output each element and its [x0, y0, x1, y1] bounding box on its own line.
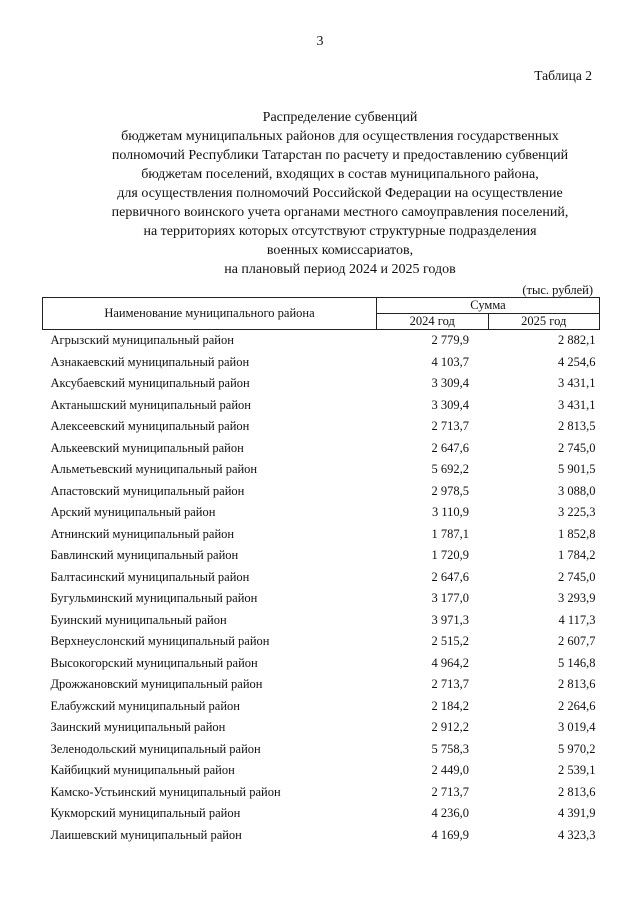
district-name-cell: Лаишевский муниципальный район [50, 827, 242, 842]
value-2025-cell: 1 852,8 [558, 526, 596, 541]
value-2025-cell: 3 431,1 [558, 397, 596, 412]
column-header-2025: 2025 год [488, 314, 600, 330]
column-header-2024: 2024 год [377, 314, 489, 330]
value-2025-cell: 4 254,6 [558, 354, 596, 369]
value-2024-cell: 2 779,9 [431, 333, 469, 348]
table-row [43, 438, 600, 460]
table-row [43, 803, 600, 825]
value-2025-cell: 1 784,2 [558, 548, 596, 563]
table-row [43, 696, 600, 718]
title-line: на плановый период 2024 и 2025 годов [224, 262, 456, 277]
table-row [43, 352, 600, 374]
value-2024-cell: 3 309,4 [431, 376, 469, 391]
table-row [43, 739, 600, 761]
table-row [43, 524, 600, 546]
value-2024-cell: 2 713,7 [431, 784, 469, 799]
value-2025-cell: 3 431,1 [558, 376, 596, 391]
value-2024-cell: 2 978,5 [431, 483, 469, 498]
value-2024-cell: 4 169,9 [431, 827, 469, 842]
column-header-name: Наименование муниципального района [43, 298, 377, 330]
value-2024-cell: 5 692,2 [431, 462, 469, 477]
value-2024-cell: 2 912,2 [431, 720, 469, 735]
value-2025-cell: 5 970,2 [558, 741, 596, 756]
value-2025-cell: 4 323,3 [558, 827, 596, 842]
table-row [43, 545, 600, 567]
value-2025-cell: 2 882,1 [558, 333, 596, 348]
value-2024-cell: 1 787,1 [431, 526, 469, 541]
district-name-cell: Елабужский муниципальный район [50, 698, 240, 713]
title-line: первичного воинского учета органами местного самоуправления поселений, [111, 205, 569, 220]
value-2024-cell: 3 110,9 [431, 505, 469, 520]
table-row [43, 567, 600, 589]
units-label: (тыс. рублей) [522, 283, 593, 297]
value-2025-cell: 4 391,9 [558, 806, 596, 821]
table-body [43, 330, 600, 847]
value-2024-cell: 2 647,6 [431, 440, 469, 455]
district-name-cell: Аксубаевский муниципальный район [50, 376, 250, 391]
value-2024-cell: 2 713,7 [431, 677, 469, 692]
district-name-cell: Зеленодольский муниципальный район [50, 741, 261, 756]
value-2025-cell: 2 813,6 [558, 677, 596, 692]
district-name-cell: Заинский муниципальный район [50, 720, 226, 735]
district-name-cell: Атнинский муниципальный район [50, 526, 235, 541]
value-2024-cell: 5 758,3 [431, 741, 469, 756]
district-name-cell: Алькеевский муниципальный район [50, 440, 244, 455]
table-row [43, 674, 600, 696]
value-2025-cell: 2 813,5 [558, 419, 596, 434]
title-line: военных комиссариатов, [266, 243, 414, 258]
district-name-cell: Высокогорский муниципальный район [50, 655, 258, 670]
district-name-cell: Альметьевский муниципальный район [50, 462, 258, 477]
value-2025-cell: 5 146,8 [558, 655, 596, 670]
column-header-sum: Сумма [377, 298, 600, 314]
subsidy-table [42, 297, 600, 846]
district-name-cell: Азнакаевский муниципальный район [50, 354, 250, 369]
value-2024-cell: 4 103,7 [431, 354, 469, 369]
table-row [43, 502, 600, 524]
value-2024-cell: 1 720,9 [431, 548, 469, 563]
document-title [40, 108, 640, 279]
value-2025-cell: 4 117,3 [558, 612, 596, 627]
table-row [43, 395, 600, 417]
district-name-cell: Арский муниципальный район [50, 505, 216, 520]
table-row [43, 588, 600, 610]
value-2024-cell: 2 449,0 [431, 763, 469, 778]
value-2025-cell: 2 539,1 [558, 763, 596, 778]
table-row [43, 631, 600, 653]
district-name-cell: Буинский муниципальный район [50, 612, 227, 627]
table-label: Таблица 2 [534, 68, 592, 83]
table-row [43, 416, 600, 438]
value-2024-cell: 2 515,2 [431, 634, 469, 649]
value-2025-cell: 3 225,3 [558, 505, 596, 520]
table-row [43, 717, 600, 739]
district-name-cell: Апастовский муниципальный район [50, 483, 245, 498]
table-row [43, 459, 600, 481]
value-2024-cell: 2 713,7 [431, 419, 469, 434]
value-2024-cell: 2 647,6 [431, 569, 469, 584]
table-row [43, 653, 600, 675]
table-row [43, 481, 600, 503]
value-2025-cell: 3 019,4 [558, 720, 596, 735]
district-name-cell: Бавлинский муниципальный район [50, 548, 239, 563]
value-2025-cell: 2 745,0 [558, 569, 596, 584]
value-2025-cell: 2 264,6 [558, 698, 596, 713]
district-name-cell: Алексеевский муниципальный район [50, 419, 250, 434]
value-2024-cell: 3 177,0 [431, 591, 469, 606]
table-row [43, 760, 600, 782]
title-line: полномочий Республики Татарстан по расчету и предоставлению субвенций [111, 148, 569, 163]
title-line: бюджетам поселений, входящих в состав муниципального района, [141, 167, 539, 182]
table-row [43, 825, 600, 847]
value-2024-cell: 3 309,4 [431, 397, 469, 412]
district-name-cell: Кайбицкий муниципальный район [50, 763, 235, 778]
value-2025-cell: 3 293,9 [558, 591, 596, 606]
title-line: Распределение субвенций [262, 110, 418, 125]
district-name-cell: Дрожжановский муниципальный район [50, 677, 263, 692]
value-2024-cell: 4 964,2 [431, 655, 469, 670]
table-header-row [43, 298, 600, 314]
table-row [43, 373, 600, 395]
district-name-cell: Балтасинский муниципальный район [50, 569, 250, 584]
table-row [43, 610, 600, 632]
table-row [43, 330, 600, 352]
title-line: бюджетам муниципальных районов для осуществления государственных [121, 129, 559, 144]
table-row [43, 782, 600, 804]
district-name-cell: Камско-Устьинский муниципальный район [50, 784, 281, 799]
district-name-cell: Верхнеуслонский муниципальный район [50, 634, 270, 649]
value-2025-cell: 2 607,7 [558, 634, 596, 649]
district-name-cell: Кукморский муниципальный район [50, 806, 241, 821]
value-2025-cell: 3 088,0 [558, 483, 596, 498]
value-2024-cell: 4 236,0 [431, 806, 469, 821]
value-2024-cell: 3 971,3 [431, 612, 469, 627]
district-name-cell: Агрызский муниципальный район [50, 333, 234, 348]
page-number: 3 [316, 34, 324, 49]
district-name-cell: Актанышский муниципальный район [50, 397, 251, 412]
title-line: на территориях которых отсутствуют структурные подразделения [143, 224, 537, 239]
value-2025-cell: 2 813,6 [558, 784, 596, 799]
title-line: для осуществления полномочий Российской Федерации на осуществление [117, 186, 563, 201]
value-2025-cell: 2 745,0 [558, 440, 596, 455]
value-2025-cell: 5 901,5 [558, 462, 596, 477]
value-2024-cell: 2 184,2 [431, 698, 469, 713]
district-name-cell: Бугульминский муниципальный район [50, 591, 258, 606]
